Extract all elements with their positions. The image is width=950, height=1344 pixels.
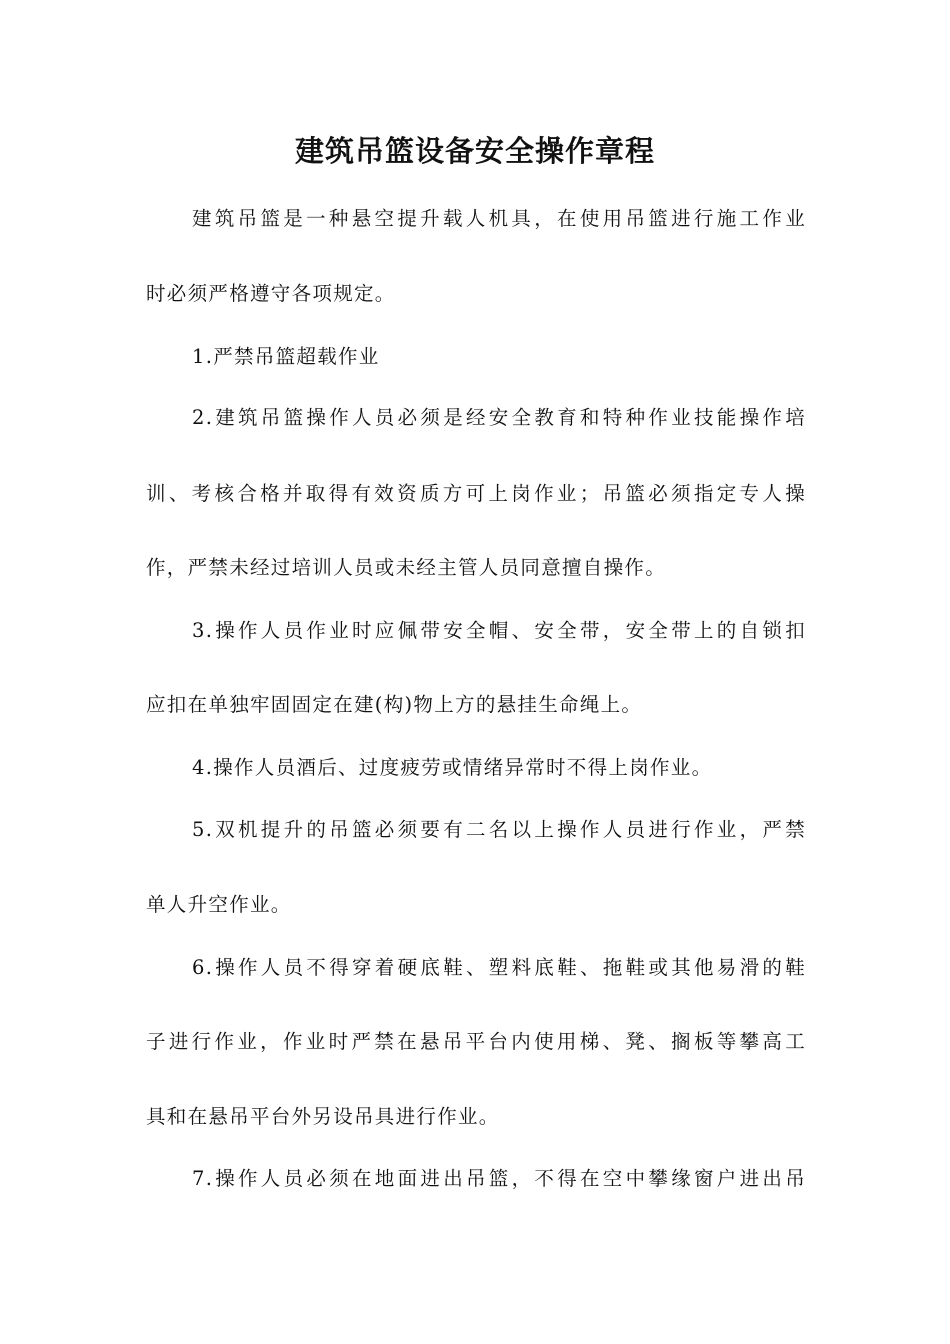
list-item-line: 训、考核合格并取得有效资质方可上岗作业；吊篮必须指定专人操 <box>146 482 806 505</box>
list-item-line: 子进行作业，作业时严禁在悬吊平台内使用梯、凳、搁板等攀高工 <box>146 1030 806 1053</box>
list-item-line: 作，严禁未经过培训人员或未经主管人员同意擅自操作。 <box>146 556 667 579</box>
paragraph-line: 建筑吊篮是一种悬空提升载人机具，在使用吊篮进行施工作业 <box>192 207 806 230</box>
list-item-line: 单人升空作业。 <box>146 893 292 916</box>
list-item-line: 7.操作人员必须在地面进出吊篮，不得在空中攀缘窗户进出吊 <box>192 1167 806 1190</box>
list-item-line: 1.严禁吊篮超载作业 <box>192 345 380 368</box>
list-item-line: 4.操作人员酒后、过度疲劳或情绪异常时不得上岗作业。 <box>192 756 713 779</box>
list-item-line: 3.操作人员作业时应佩带安全帽、安全带，安全带上的自锁扣 <box>192 619 806 642</box>
list-item-line: 5.双机提升的吊篮必须要有二名以上操作人员进行作业，严禁 <box>192 818 806 841</box>
list-item-line: 应扣在单独牢固固定在建(构)物上方的悬挂生命绳上。 <box>146 693 643 716</box>
document-title: 建筑吊篮设备安全操作章程 <box>294 134 655 168</box>
paragraph-line: 时必须严格遵守各项规定。 <box>146 282 396 305</box>
list-item-line: 具和在悬吊平台外另设吊具进行作业。 <box>146 1105 500 1128</box>
list-item-line: 6.操作人员不得穿着硬底鞋、塑料底鞋、拖鞋或其他易滑的鞋 <box>192 956 806 979</box>
list-item-line: 2.建筑吊篮操作人员必须是经安全教育和特种作业技能操作培 <box>192 406 806 429</box>
